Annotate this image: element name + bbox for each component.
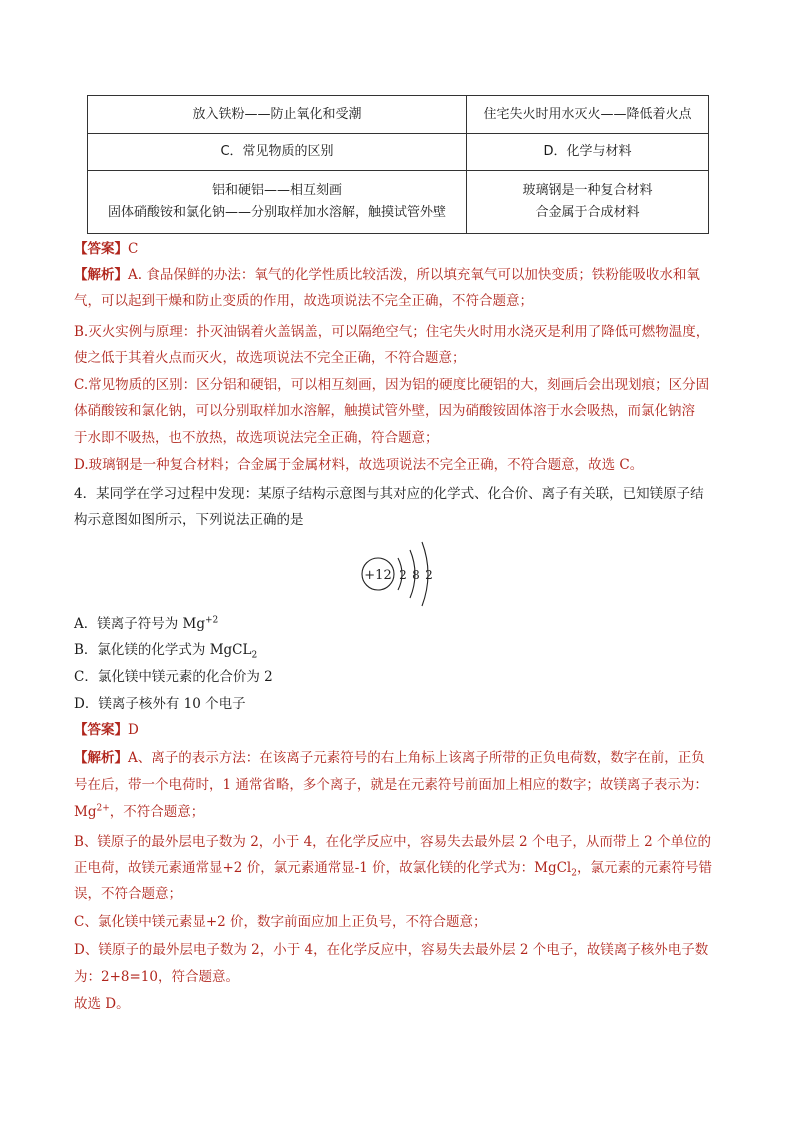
answer-tag: 【答案】 (74, 241, 128, 257)
option-text: B．氯化镁的化学式为 MgCL (74, 642, 252, 658)
table-row (88, 171, 709, 234)
q4-answer-line (74, 720, 724, 740)
analysis-text: A. 食品保鲜的办法：氧气的化学性质比较活泼，所以填充氧气可以加快变质；铁粉能吸收水和氧 (128, 267, 700, 283)
q3-analysis-line: 于水即不吸热，也不放热，故选项说法完全正确，符合题意； (74, 430, 439, 446)
table-row (88, 96, 709, 134)
cell-line: 铝和硬铝——相互刻画 (211, 183, 342, 198)
q3-analysis-line (74, 265, 724, 285)
answer-value: D (128, 722, 139, 738)
table-cell: 放入铁粉——防止氧化和受潮 (88, 96, 467, 134)
cell-line: 合金属于合成材料 (535, 205, 640, 220)
cell-line: 固体硝酸铵和氯化钠——分别取样加水溶解，触摸试管外壁 (107, 205, 446, 220)
subscript: 2 (251, 650, 258, 661)
q3-analysis-line: 使之低于其着火点而灭火，故选项说法不完全正确，不符合题意； (74, 350, 466, 366)
q3-analysis-line: D.玻璃钢是一种复合材料；合金属于金属材料，故选项说法不完全正确，不符合题意，故选 C。 (74, 457, 644, 473)
analysis-text: ，不符合题意； (109, 804, 205, 820)
table-row (88, 134, 709, 171)
option-a (74, 614, 724, 634)
q3-analysis-line: B.灭火实例与原理：扑灭油锅着火盖锅盖，可以隔绝空气；住宅失火时用水浇灭是利用了降低可燃物温度， (74, 324, 710, 340)
analysis-text: A、离子的表示方法：在该离子元素符号的右上角标上该离子所带的正负电荷数，数字在前，正负 (128, 750, 705, 766)
option-text: A．镁离子符号为 Mg (74, 616, 206, 632)
q4-analysis-line: D、镁原子的最外层电子数为 2，小于 4，在化学反应中，容易失去最外层 2 个电子，故镁离子核外电子数 (74, 942, 709, 958)
superscript: 2+ (96, 803, 110, 814)
mg-atom-structure-diagram (350, 536, 450, 608)
option-c: C．氯化镁中镁元素的化合价为 2 (74, 669, 273, 685)
analysis-tag: 【解析】 (74, 267, 128, 283)
q4-analysis-line: 故选 D。 (74, 996, 130, 1012)
subscript: 2 (571, 868, 577, 879)
q3-analysis-line: C.常见物质的区别：区分铝和硬铝，可以相互刻画，因为铝的硬度比硬铝的大，刻画后会出现划痕；区分固 (74, 377, 710, 393)
q4-analysis-line (74, 748, 724, 768)
table-cell (88, 171, 467, 234)
q4-analysis-line: 号在后，带一个电荷时，1 通常省略，多个离子，就是在元素符号前面加上相应的数字；故镁离子表示为： (74, 777, 708, 793)
cell-line: 玻璃钢是一种复合材料 (522, 183, 653, 198)
table-cell (467, 171, 709, 234)
q4-stem-line: 4．某同学在学习过程中发现：某原子结构示意图与其对应的化学式、化合价、离子有关联，已知镁原子结 (74, 486, 704, 502)
shell-electrons: 2 (425, 568, 433, 582)
option-b (74, 640, 724, 660)
q4-stem-line: 构示意图如图所示，下列说法正确的是 (74, 512, 304, 528)
q3-analysis-line: 体硝酸铵和氯化钠，可以分别取样加水溶解，触摸试管外壁，因为硝酸铵固体溶于水会吸热，而氯化钠溶 (74, 403, 695, 419)
table-cell: 住宅失火时用水灭火——降低着火点 (467, 96, 709, 134)
table-cell: C．常见物质的区别 (88, 134, 467, 171)
q4-analysis-line (74, 858, 724, 878)
analysis-tag: 【解析】 (74, 750, 128, 766)
q4-analysis-line: 误，不符合题意； (74, 886, 182, 902)
analysis-text: Mg (74, 804, 97, 820)
shell-electrons: 8 (412, 568, 420, 582)
answer-value: C (128, 241, 139, 257)
q4-analysis-line: 为：2+8=10，符合题意。 (74, 969, 239, 985)
q3-answer-line (74, 239, 724, 259)
superscript: +2 (205, 615, 219, 626)
analysis-text: 正电荷，故镁元素通常显+2 价，氯元素通常显-1 价，故氯化镁的化学式为：MgCl (74, 860, 572, 876)
q4-analysis-line: C、氯化镁中镁元素显+2 价，数字前面应加上正负号，不符合题意； (74, 914, 487, 930)
q3-analysis-line: 气，可以起到干燥和防止变质的作用，故选项说法不完全正确，不符合题意； (74, 293, 533, 309)
q4-analysis-line: B、镁原子的最外层电子数为 2，小于 4，在化学反应中，容易失去最外层 2 个电子，从而带上 2 个单位的 (74, 834, 712, 850)
nucleus-charge: +12 (364, 568, 392, 583)
analysis-text: ，氯元素的元素符号错 (576, 860, 712, 876)
q4-analysis-line (74, 802, 724, 822)
options-table (87, 95, 709, 234)
shell-electrons: 2 (399, 568, 407, 582)
answer-tag: 【答案】 (74, 722, 128, 738)
option-d: D．镁离子核外有 10 个电子 (74, 696, 246, 712)
table-cell: D．化学与材料 (467, 134, 709, 171)
